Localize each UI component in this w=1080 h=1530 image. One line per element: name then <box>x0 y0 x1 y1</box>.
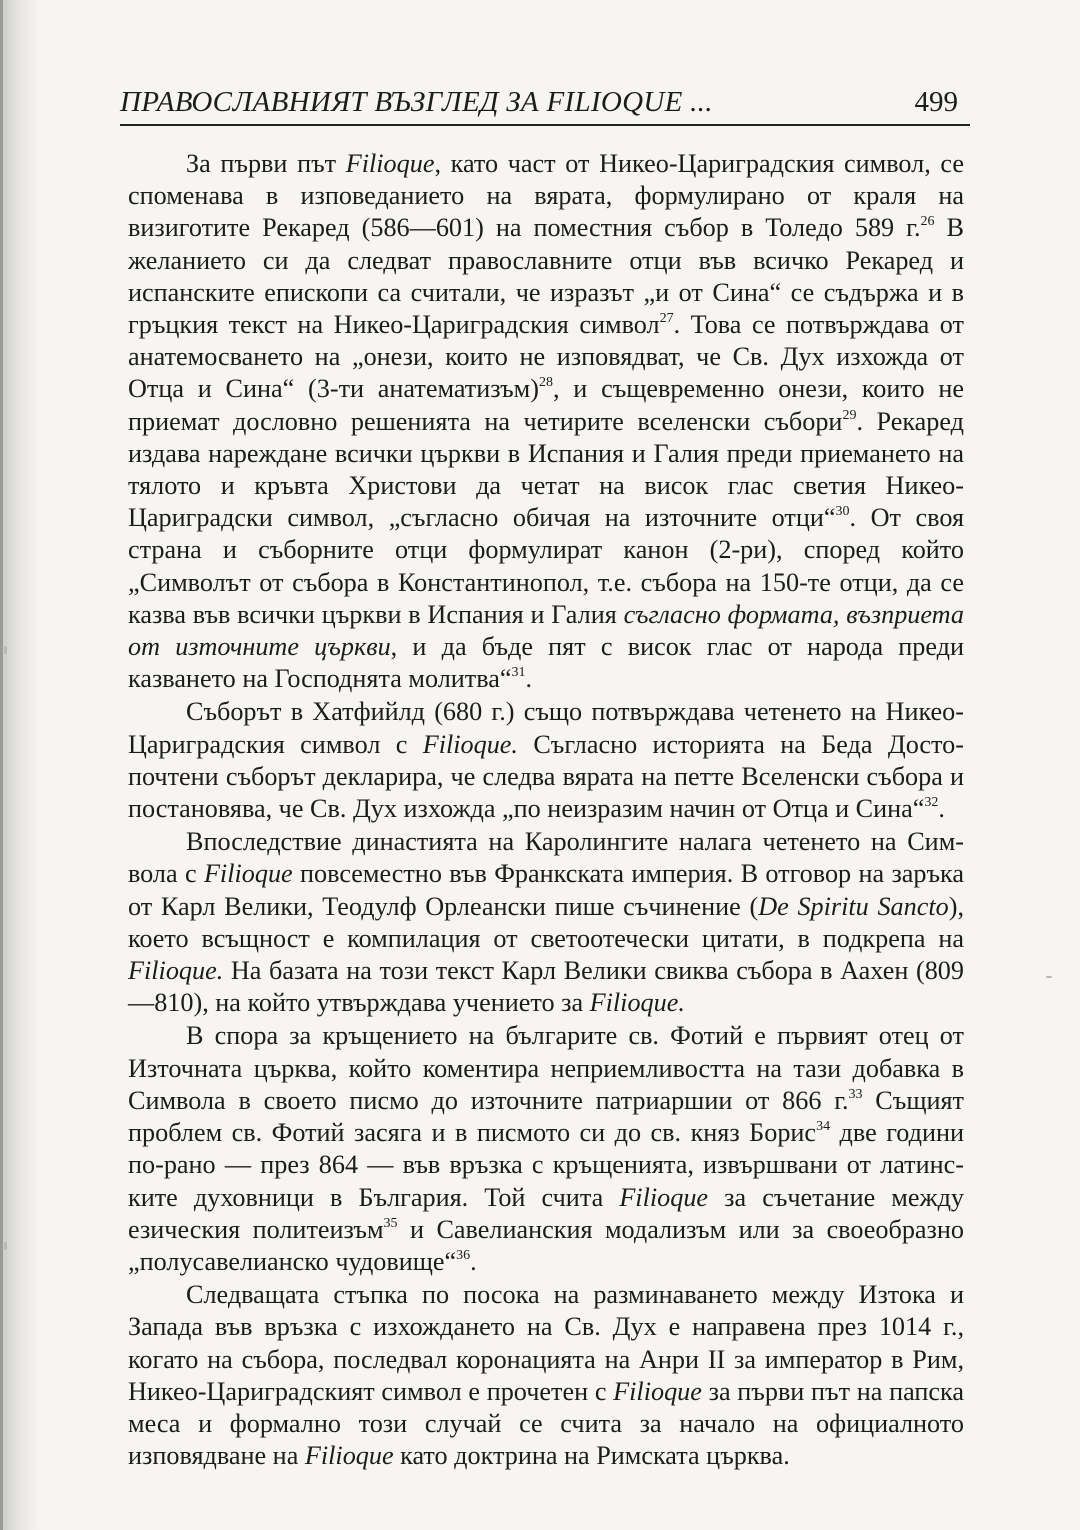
footnote-ref: 29 <box>842 407 857 423</box>
paragraph <box>128 696 964 825</box>
text-run: . Рекаред издава нареждане всички църкви в Испания и Галия преди приемането на тялото и кръвта Христови да четат на висок глас светия Никео-Цариградски символ, „съгласно обичая на източните отци“ <box>128 406 964 533</box>
margin-speck <box>4 646 7 654</box>
paragraph <box>128 148 964 695</box>
italic-text: Filioque <box>619 1182 709 1212</box>
italic-text: Filioque. <box>589 988 685 1018</box>
footnote-ref: 33 <box>848 1086 863 1102</box>
text-run: Впоследствие династията на Каролингите налага четенето на Символа с <box>128 827 964 889</box>
running-head <box>120 80 970 124</box>
body-text <box>128 148 964 1472</box>
text-run: повсеместно във Франкската империя. В отговор на заръка от Карл Велики, Теодулф Орлеански пише съчинение ( <box>128 859 965 921</box>
paragraph <box>128 1279 964 1472</box>
text-run: На базата на този текст Карл Велики свиква събора в Аахен (809—810), на който утвърждава учението за <box>128 956 964 1018</box>
text-run: . Това се потвърждава от анатемосването на „онези, които не изповядват, че Св. Дух изхожда от Отца и Сина“ (3-ти анатематизъм) <box>128 310 964 404</box>
italic-text: Filioque. <box>128 956 224 986</box>
footnote-ref: 30 <box>835 504 850 520</box>
italic-text: Filioque <box>613 1376 702 1406</box>
margin-speck <box>4 1242 7 1250</box>
page-number: 499 <box>914 86 958 118</box>
text-run: Съгласно историята на Беда Достопочтени съборът декларира, че следва вярата на петте Вселенски събора и постановява, че Св. Дух изхожда „по неизразим начин от Отца и Сина“ <box>128 729 964 824</box>
text-run: Същият проблем св. Фотий засяга и в писмото си до св. княз Борис <box>128 1085 964 1148</box>
footnote-ref: 28 <box>538 375 553 391</box>
text-run: В желанието си да следват православните отци във всичко Рекаред и испанските епископи са считали, че изразът „и от Сина“ се съдържа и в гръцкия текст на Никео-Цариградския символ <box>128 213 964 340</box>
footnote-ref: 31 <box>511 665 526 681</box>
text-run: ), което всъщност е компилация от светоотечески цитати, в подкрепа на <box>128 891 965 953</box>
margin-speck <box>1046 976 1052 978</box>
italic-text: Filioque <box>203 859 293 889</box>
running-head-title: ПРАВОСЛАВНИЯТ ВЪЗГЛЕД ЗА FILIOQUE ... <box>120 86 713 118</box>
paragraph <box>128 1020 964 1278</box>
text-run: . <box>470 1246 477 1276</box>
italic-text: Filioque <box>345 149 435 178</box>
binding-shadow <box>0 0 40 1530</box>
italic-text: Filioque. <box>422 729 518 759</box>
footnote-ref: 34 <box>816 1119 831 1135</box>
text-run: . <box>525 664 533 694</box>
page-edge <box>0 0 3 1530</box>
text-run: , и да бъде пят с висок глас от народа преди казването на Господнята молитва“ <box>128 632 965 694</box>
footnote-ref: 36 <box>456 1247 471 1263</box>
italic-text: De Spiritu Sancto <box>758 891 949 921</box>
text-run: за съчетание между езическия политеизъм <box>128 1182 965 1244</box>
footnote-ref: 26 <box>920 214 935 230</box>
footnote-ref: 32 <box>924 795 939 811</box>
text-run: . От своя страна и съборните отци формулират канон (2-ри), според който „Символът от събора в Константинопол, т.е. събора на 150-те отци, да се казва във всички църкви в Испания и Галия <box>128 503 964 629</box>
italic-text: Filioque <box>304 1441 394 1471</box>
text-run: за първи път на папска меса и формално този случай се счита за начало на официалното изповядване на <box>128 1376 964 1471</box>
text-run: две години по-рано — през 864 — във връзка с кръщенията, извършвани от латинските духовници в България. Той счита <box>128 1118 964 1212</box>
footnote-ref: 27 <box>659 311 674 327</box>
italic-text: съгласно формата, възприета от източните църкви <box>128 599 964 662</box>
text-run: Съборът в Хатфийлд (680 г.) също потвърждава четенето на Никео-Цариградския символ с <box>128 697 964 759</box>
text-run: като доктрина на Римската църква. <box>393 1441 790 1471</box>
paragraph <box>128 826 964 1019</box>
text-run: В спора за кръщението на българите св. Фотий е първият отец от Източната църква, който коментира неприемливостта на тази добавка в Символа в своето писмо до източните патриаршии от 866 г. <box>128 1021 964 1115</box>
text-run: Следващата стъпка по посока на разминаването между Изтока и Запада във връзка с изхождането на Св. Дух е направена през 1014 г., когато на събора, последвал коронацията на Анри II за император в Рим, Никео-Цариградският символ е прочетен с <box>128 1280 964 1406</box>
text-run: . <box>938 794 945 824</box>
text-run: и Савелианския модализъм или за своеобразно „полусавелианско чудовище“ <box>128 1214 964 1276</box>
text-run: , като част от Никео-Цариградския символ, се споменава в изповеданието на вярата, формулирано от краля на визиготите Рекаред (586—601) на поместния събор в Толедо 589 г. <box>128 149 964 243</box>
footnote-ref: 35 <box>383 1215 398 1231</box>
text-run: , и същевременно онези, които не приемат дословно решенията на четирите вселенски събори <box>128 374 965 436</box>
text-run: За първи път <box>186 149 346 178</box>
header-rule <box>120 124 970 126</box>
